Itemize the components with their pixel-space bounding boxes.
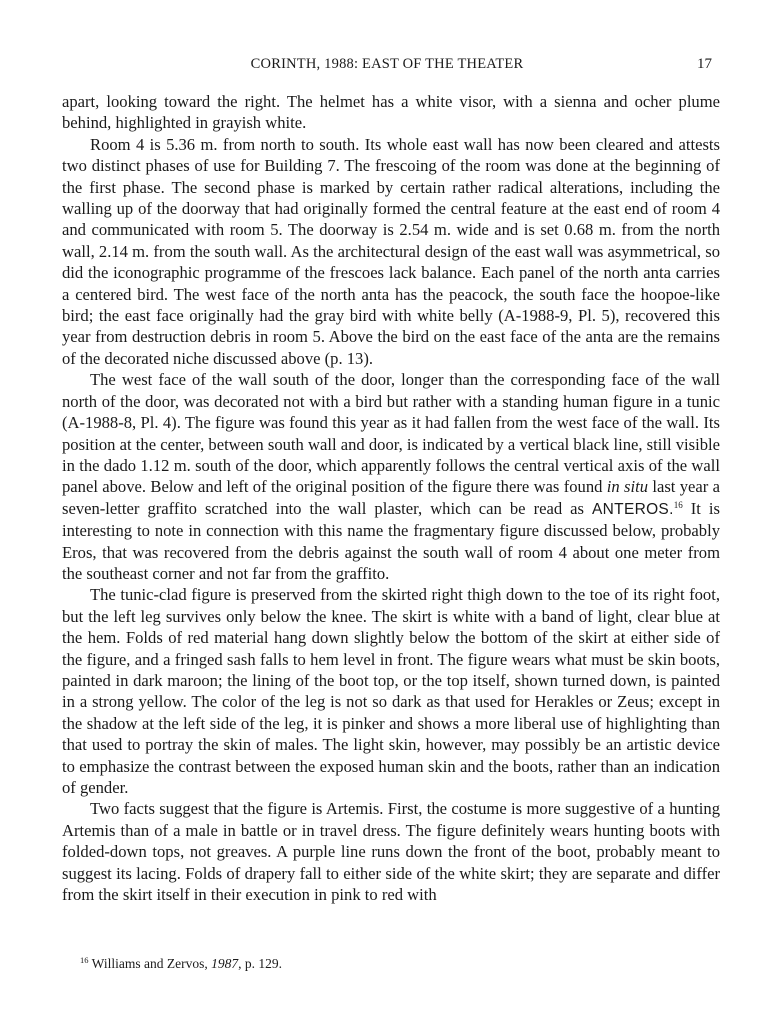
- running-title: CORINTH, 1988: EAST OF THE THEATER: [250, 56, 524, 72]
- paragraph-3-part-b: last year a seven-letter graffito scratched into the wall plaster, which can be read as: [62, 477, 720, 518]
- paragraph-5: Two facts suggest that the figure is Artemis. First, the costume is more suggestive of a hunting Artemis than of a male in battle or in travel dress. The figure definitely wears hunting boots with folded-down tops, not greaves. A purple line runs down the front of the boot, probably meant to suggest its lacing. Folds of drapery fall to either side of the white skirt; they are separate and differ from the skirt itself in their execution in pink to red with: [62, 799, 720, 905]
- page-number: 17: [697, 56, 712, 72]
- paragraph-2: Room 4 is 5.36 m. from north to south. Its whole east wall has now been cleared and attests two distinct phases of use for Building 7. The frescoing of the room was done at the beginning of the first phase. The second phase is marked by certain rather radical alterations, including the walling up of the doorway that had originally formed the central feature at the east end of room 4 and communicated with room 5. The doorway is 2.54 m. wide and is set 0.68 m. from the north wall, 2.14 m. from the south wall. As the architectural design of the east wall was asymmetrical, so did the iconographic programme of the frescoes lack balance. Each panel of the north anta carries a centered bird. The west face of the north anta has the peacock, the south face the hoopoe-like bird; the east face originally had the gray bird with white belly (A-1988-9, Pl. 5), recovered this year from destruction debris in room 5. Above the bird on the east face of the anta are the remains of the decorated niche discussed above (p. 13).: [62, 134, 720, 368]
- footnote-year: 1987: [211, 956, 239, 971]
- footnote-reference[interactable]: 16: [673, 499, 683, 510]
- footnote: [80, 955, 720, 972]
- footnote-number: 16: [80, 955, 89, 965]
- in-situ-term: in situ: [606, 477, 649, 497]
- paragraph-3: [62, 369, 720, 584]
- body-text: [62, 91, 720, 905]
- paragraph-1: apart, looking toward the right. The helmet has a white visor, with a sienna and ocher plume behind, highlighted in grayish white.: [62, 92, 720, 133]
- footnote-text-a: Williams and Zervos,: [91, 956, 208, 971]
- footnote-text-b: , p. 129.: [238, 956, 282, 971]
- paragraph-3-part-c: It is interesting to note in connection with this name the fragmentary figure discussed below, probably Eros, that was recovered from the debris against the south wall of room 4 about one meter from the southeast corner and not far from the graffito.: [62, 498, 720, 583]
- page-header: [62, 56, 712, 76]
- paragraph-4: The tunic-clad figure is preserved from the skirted right thigh down to the toe of its right foot, but the left leg survives only below the knee. The skirt is white with a band of light, clear blue at the hem. Folds of red material hang down slightly below the bottom of the skirt at either side of the figure, and a fringed sash falls to hem level in front. The figure wears what must be skin boots, painted in dark maroon; the lining of the boot top, or the top itself, shown turned down, is painted in a strong yellow. The color of the leg is not so dark as that used for Herakles or Zeus; except in the shadow at the left side of the leg, it is pinker and shows a more liberal use of highlighting than that used to portray the skin of males. The light skin, however, may possibly be an artistic device to emphasize the contrast between the exposed human skin and the boots, rather than an indication of gender.: [62, 585, 720, 797]
- graffito-word: ANTEROS.: [592, 500, 674, 518]
- paragraph-3-part-a: The west face of the wall south of the door, longer than the corresponding face of the wall north of the door, was decorated not with a bird but rather with a standing human figure in a tunic (A-1988-8, Pl. 4). The figure was found this year as it had fallen from the west face of the wall. Its position at the center, between south wall and door, is indicated by a vertical black line, still visible in the dado 1.12 m. south of the door, which apparently follows the central vertical axis of the wall panel above. Below and left of the original position of the figure there was found: [62, 370, 720, 497]
